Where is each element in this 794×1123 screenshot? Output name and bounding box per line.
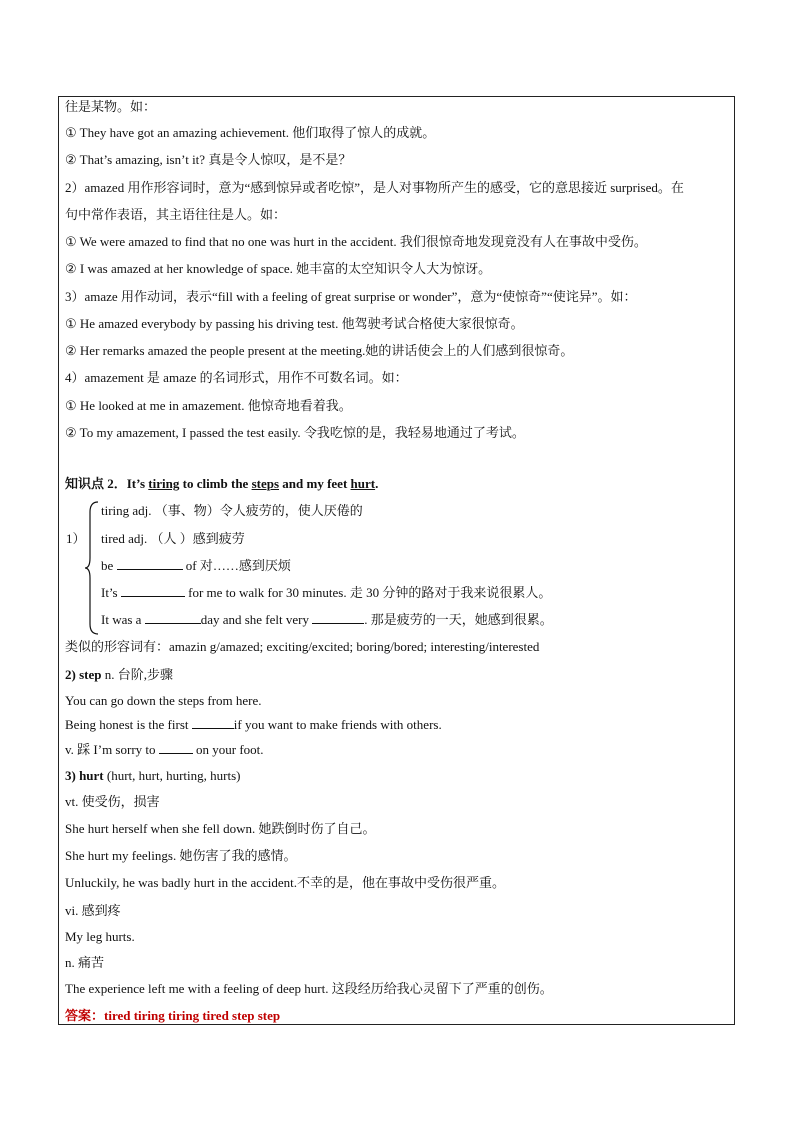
example-suffix: on your foot. — [192, 742, 264, 757]
example-middle: day and she felt very — [200, 612, 313, 627]
example-4: ② I was amazed at her knowledge of space. 她丰富的太空知识令人大为惊讶。 — [65, 261, 492, 276]
example-6: ② Her remarks amazed the people present at the meeting.她的讲话使会上的人们感到很惊奇。 — [65, 343, 574, 358]
example-prefix: Being honest is the first — [65, 717, 192, 732]
hurt-example-4: My leg hurts. — [65, 929, 135, 944]
example-prefix: It’s — [101, 585, 121, 600]
example-suffix: . 那是疲劳的一天，她感到很累。 — [364, 612, 553, 627]
paragraph-3: 3）amaze 用作动词，表示“fill with a feeling of great surprise or wonder”，意为“使惊奇”“使诧异”。如： — [65, 289, 637, 304]
list-label: 1） — [66, 531, 86, 546]
step-verb-example — [65, 741, 264, 759]
step-title: 2) step — [65, 667, 102, 682]
hurt-title: 3) hurt — [65, 768, 104, 783]
kp2-word-steps: steps — [251, 476, 280, 491]
be-tired-of-phrase — [101, 557, 291, 575]
hurt-example-3: Unluckily, he was badly hurt in the accident.不幸的是，他在事故中受伤很严重。 — [65, 875, 506, 890]
kp2-word-tiring: tiring — [148, 476, 180, 491]
example-7: ① He looked at me in amazement. 他惊奇地看着我。 — [65, 398, 352, 413]
intro-line: 往是某物。如： — [65, 99, 157, 114]
answer-key: 答案：tired tiring tiring tired step step — [65, 1008, 281, 1023]
answer-blank — [312, 611, 364, 624]
hurt-vi: vi. 感到疼 — [65, 903, 121, 918]
paragraph-4: 4）amazement 是 amaze 的名词形式，用作不可数名词。如： — [65, 370, 408, 385]
kp2-word-hurt: hurt — [350, 476, 376, 491]
paragraph-2-line-2: 句中常作表语，其主语往往是人。如： — [65, 207, 287, 222]
step-definition: n. 台阶,步骤 — [101, 667, 173, 682]
example-prefix: v. 踩 I’m sorry to — [65, 742, 159, 757]
kp2-mid-1: to climb the — [179, 476, 252, 491]
hurt-vt: vt. 使受伤，损害 — [65, 794, 160, 809]
step-example-1: You can go down the steps from here. — [65, 693, 262, 708]
knowledge-point-2-heading — [65, 475, 378, 493]
tiring-definition: tiring adj. （事、物）令人疲劳的，使人厌倦的 — [101, 503, 363, 518]
example-suffix: if you want to make friends with others. — [233, 717, 442, 732]
kp2-mid-2: and my feet — [279, 476, 351, 491]
example-5: ① He amazed everybody by passing his driving test. 他驾驶考试合格使大家很惊奇。 — [65, 316, 524, 331]
hurt-noun: n. 痛苦 — [65, 955, 105, 970]
hurt-forms: (hurt, hurt, hurting, hurts) — [103, 768, 241, 783]
phrase-suffix: of 对……感到厌烦 — [182, 558, 291, 573]
phrase-prefix: be — [101, 558, 117, 573]
tired-definition: tired adj. （人 ）感到疲劳 — [101, 531, 245, 546]
curly-brace — [84, 500, 100, 636]
tiring-day-example — [101, 611, 553, 629]
example-2: ② That’s amazing, isn’t it? 真是令人惊叹，是不是？ — [65, 152, 352, 167]
example-8: ② To my amazement, I passed the test easily. 令我吃惊的是，我轻易地通过了考试。 — [65, 425, 525, 440]
answer-blank — [192, 716, 234, 729]
hurt-heading — [65, 767, 240, 785]
example-1: ① They have got an amazing achievement. 他们取得了惊人的成就。 — [65, 125, 436, 140]
step-heading — [65, 666, 173, 684]
step-example-2 — [65, 716, 442, 734]
example-prefix: It was a — [101, 612, 145, 627]
similar-adjectives: 类似的形容词有：amazin g/amazed; exciting/excited; boring/bored; interesting/interested — [65, 639, 540, 654]
paragraph-2-line-1: 2）amazed 用作形容词时，意为“感到惊异或者吃惊”，是人对事物所产生的感受，它的意思接近 surprised。在 — [65, 180, 684, 195]
kp2-end: . — [375, 476, 379, 491]
kp2-prefix: 知识点 2．It’s — [65, 476, 149, 491]
hurt-example-1: She hurt herself when she fell down. 她跌倒时伤了自己。 — [65, 821, 376, 836]
hurt-example-2: She hurt my feelings. 她伤害了我的感情。 — [65, 848, 297, 863]
its-tiring-example — [101, 584, 551, 602]
answer-blank — [145, 611, 201, 624]
example-3: ① We were amazed to find that no one was hurt in the accident. 我们很惊奇地发现竟没有人在事故中受伤。 — [65, 234, 647, 249]
hurt-example-5: The experience left me with a feeling of deep hurt. 这段经历给我心灵留下了严重的创伤。 — [65, 981, 553, 996]
example-suffix: for me to walk for 30 minutes. 走 30 分钟的路对于我来说很累人。 — [184, 585, 552, 600]
answer-blank — [117, 557, 183, 570]
answer-blank — [121, 584, 185, 597]
answer-blank — [159, 741, 193, 754]
